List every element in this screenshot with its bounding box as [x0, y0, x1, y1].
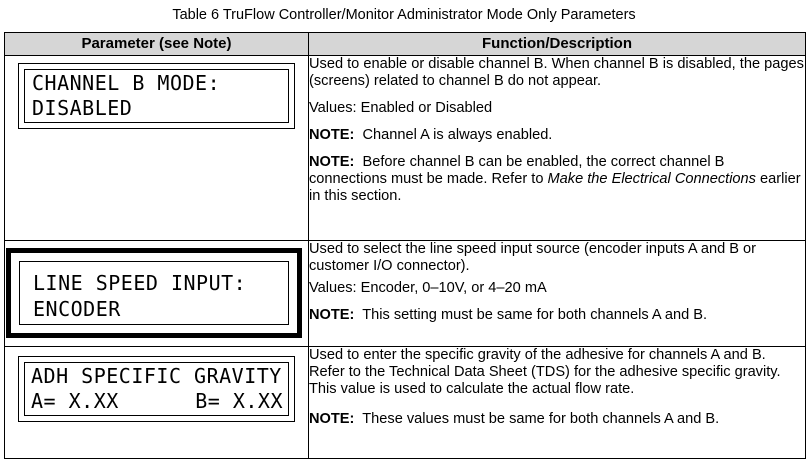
lcd-display-channel-b-mode: [18, 63, 295, 129]
note-label: NOTE:: [309, 127, 355, 143]
lcd-line-1: ADH SPECIFIC GRAVITY: [31, 364, 282, 388]
cross-reference: Make the Electrical Connections: [547, 171, 756, 187]
note-label: NOTE:: [309, 411, 355, 427]
note-body: Before channel B can be enabled, the correct channel B connections must be made. Refer to: [309, 154, 725, 187]
note-body: This setting must be same for both channels A and B.: [362, 307, 708, 323]
lcd-display-line-speed-input: [6, 248, 302, 338]
table-header-row: [5, 33, 806, 56]
description-cell: [309, 241, 806, 347]
description-text: Used to enable or disable channel B. When channel B is disabled, the pages (screens) related to channel B do not appear.: [309, 56, 804, 89]
parameter-cell: [5, 347, 309, 459]
lcd-value-a: A= X.XX: [31, 389, 119, 413]
table-caption: Table 6 TruFlow Controller/Monitor Administrator Mode Only Parameters: [172, 7, 636, 23]
note-body: Channel A is always enabled.: [362, 127, 553, 143]
note-body: These values must be same for both channels A and B.: [362, 411, 720, 427]
description-cell: [309, 347, 806, 459]
description-text: Used to enter the specific gravity of the adhesive for channels A and B. Refer to the Technical Data Sheet (TDS) for the adhesive specific gravity. This value is used to calculate the actual flow rate.: [309, 347, 781, 397]
note-text: [309, 307, 805, 324]
description-cell: [309, 56, 806, 241]
header-parameter: Parameter (see Note): [5, 33, 309, 56]
values-text: Values: Encoder, 0–10V, or 4–20 mA: [309, 280, 547, 296]
note-body-end: earlier in this section.: [309, 171, 801, 204]
lcd-value-b: B= X.XX: [195, 389, 283, 413]
header-description: Function/Description: [309, 33, 806, 56]
lcd-line-2: DISABLED: [32, 96, 133, 120]
values-text: Values: Enabled or Disabled: [309, 100, 493, 116]
table-row: [5, 56, 806, 241]
note-text: [309, 411, 805, 428]
lcd-line-1: LINE SPEED INPUT:: [33, 271, 247, 295]
description-text: Used to select the line speed input source (encoder inputs A and B or customer I/O connector).: [309, 241, 757, 274]
table-row: [5, 241, 806, 347]
parameters-table: [4, 32, 806, 459]
note-label: NOTE:: [309, 154, 355, 170]
lcd-line-1: CHANNEL B MODE:: [32, 71, 221, 95]
note-text: [309, 154, 805, 205]
note-label: NOTE:: [309, 307, 355, 323]
parameter-cell: [5, 241, 309, 347]
lcd-line-2: [31, 388, 283, 414]
lcd-line-2: ENCODER: [33, 297, 121, 321]
parameter-cell: [5, 56, 309, 241]
lcd-display-adh-specific-gravity: [18, 356, 295, 422]
table-row: [5, 347, 806, 459]
note-text: [309, 127, 805, 144]
